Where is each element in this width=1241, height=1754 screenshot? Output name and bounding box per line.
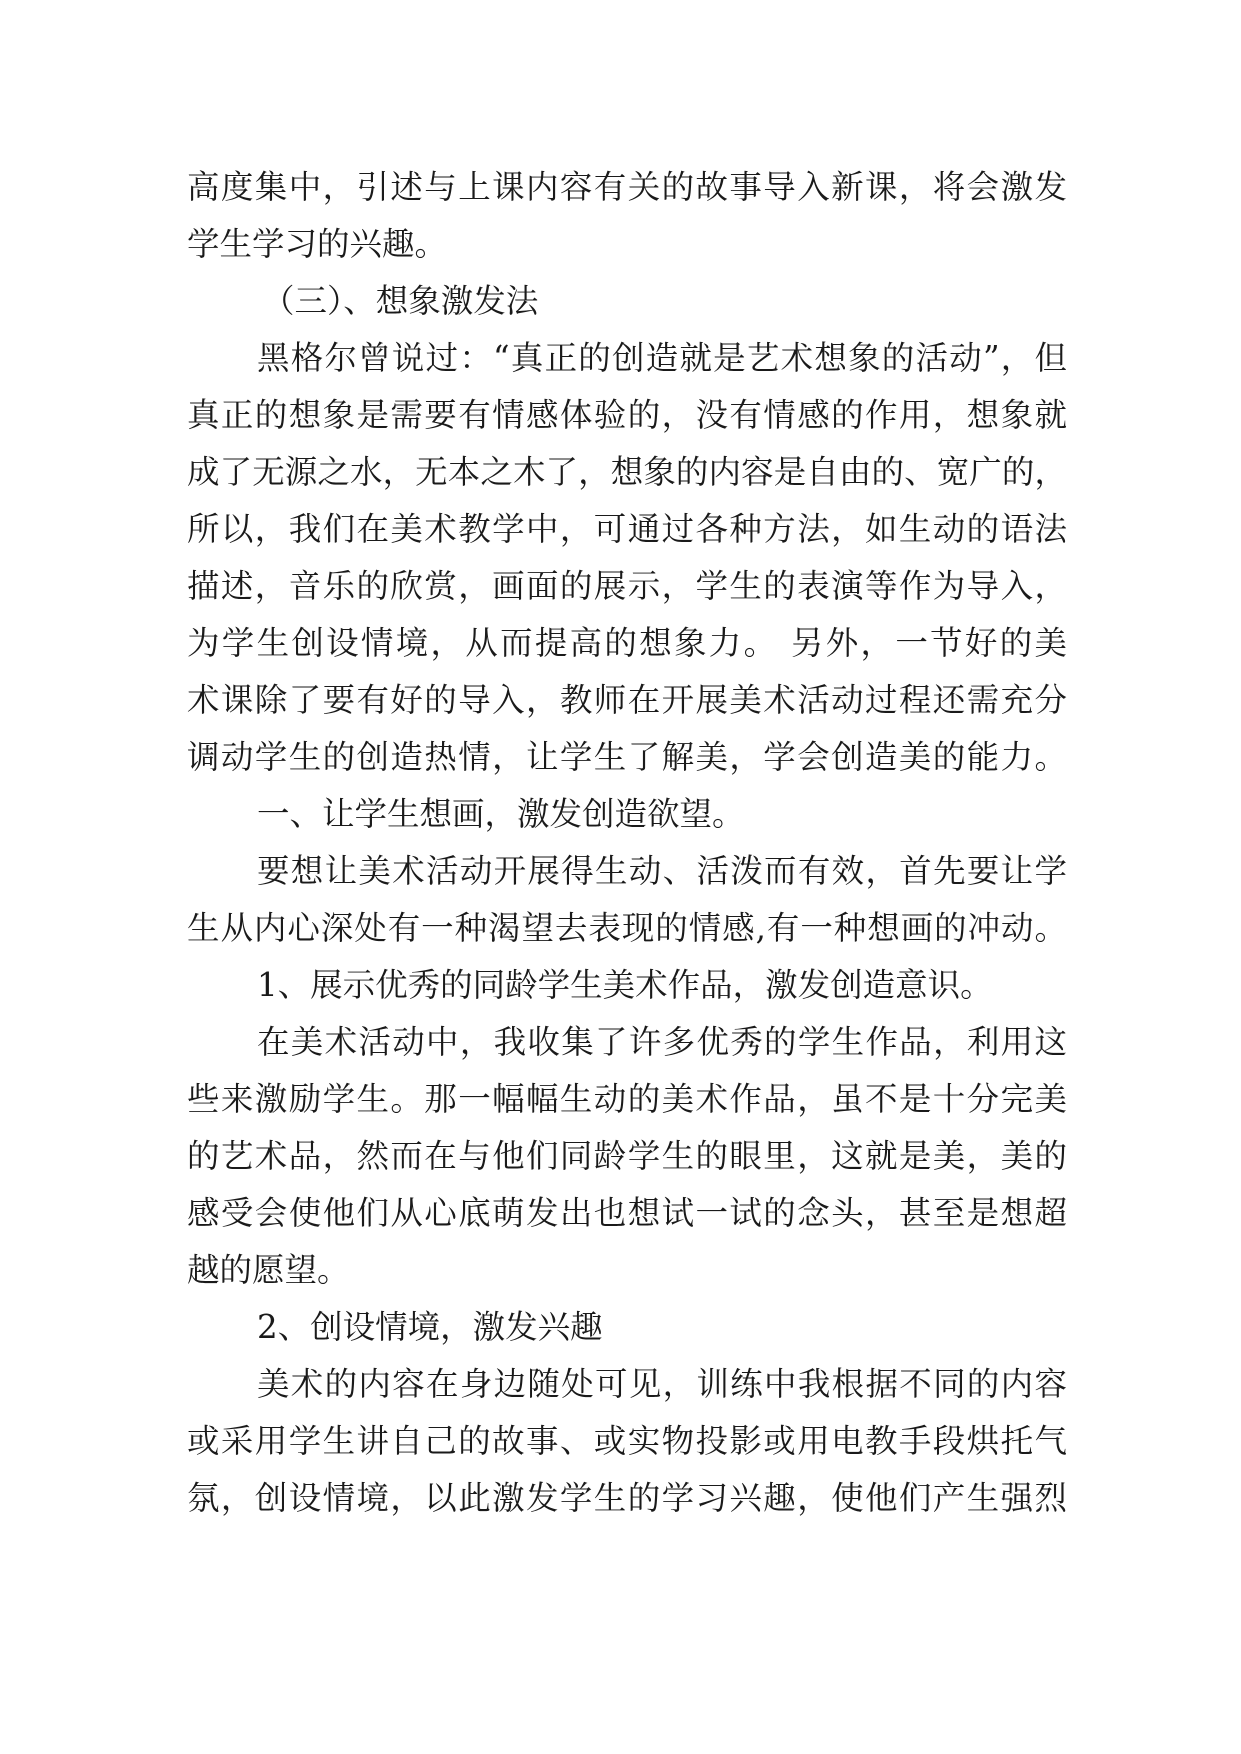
text-line: 越的愿望。 xyxy=(187,1251,350,1289)
text-line: 学生学习的兴趣。 xyxy=(187,225,448,263)
text-line: 些来激励学生。那一幅幅生动的美术作品，虽不是十分完美 xyxy=(187,1080,1067,1118)
text-line: 黑格尔曾说过：“真正的创造就是艺术想象的活动”，但 xyxy=(257,339,1067,377)
section-heading: 1、展示优秀的同龄学生美术作品，激发创造意识。 xyxy=(257,966,993,1004)
text-line: 在美术活动中，我收集了许多优秀的学生作品，利用这 xyxy=(257,1023,1067,1061)
section-heading: （三）、想象激发法 xyxy=(262,282,539,320)
text-line: 的艺术品，然而在与他们同龄学生的眼里，这就是美，美的 xyxy=(187,1137,1067,1175)
text-line: 真正的想象是需要有情感体验的，没有情感的作用，想象就 xyxy=(187,396,1067,434)
text-line: 高度集中，引述与上课内容有关的故事导入新课，将会激发 xyxy=(187,168,1067,206)
text-line: 或采用学生讲自己的故事、或实物投影或用电教手段烘托气 xyxy=(187,1422,1067,1460)
section-heading: 一、让学生想画，激发创造欲望。 xyxy=(257,795,745,833)
text-line: 要想让美术活动开展得生动、活泼而有效，首先要让学 xyxy=(257,852,1067,890)
text-line: 所以，我们在美术教学中，可通过各种方法，如生动的语法 xyxy=(187,510,1067,548)
text-line: 感受会使他们从心底萌发出也想试一试的念头，甚至是想超 xyxy=(187,1194,1067,1232)
text-line: 术课除了要有好的导入，教师在开展美术活动过程还需充分 xyxy=(187,681,1067,719)
text-line: 为学生创设情境，从而提高的想象力。 另外，一节好的美 xyxy=(187,624,1067,662)
text-line: 生从内心深处有一种渴望去表现的情感,有一种想画的冲动。 xyxy=(187,909,1067,947)
section-heading: 2、创设情境，激发兴趣 xyxy=(257,1308,603,1346)
text-line: 氛，创设情境，以此激发学生的学习兴趣，使他们产生强烈 xyxy=(187,1479,1067,1517)
text-line: 描述，音乐的欣赏，画面的展示，学生的表演等作为导入， xyxy=(187,567,1067,605)
text-line: 美术的内容在身边随处可见，训练中我根据不同的内容 xyxy=(257,1365,1067,1403)
text-line: 调动学生的创造热情，让学生了解美，学会创造美的能力。 xyxy=(187,738,1067,776)
text-line: 成了无源之水，无本之木了，想象的内容是自由的、宽广的， xyxy=(187,453,1067,491)
